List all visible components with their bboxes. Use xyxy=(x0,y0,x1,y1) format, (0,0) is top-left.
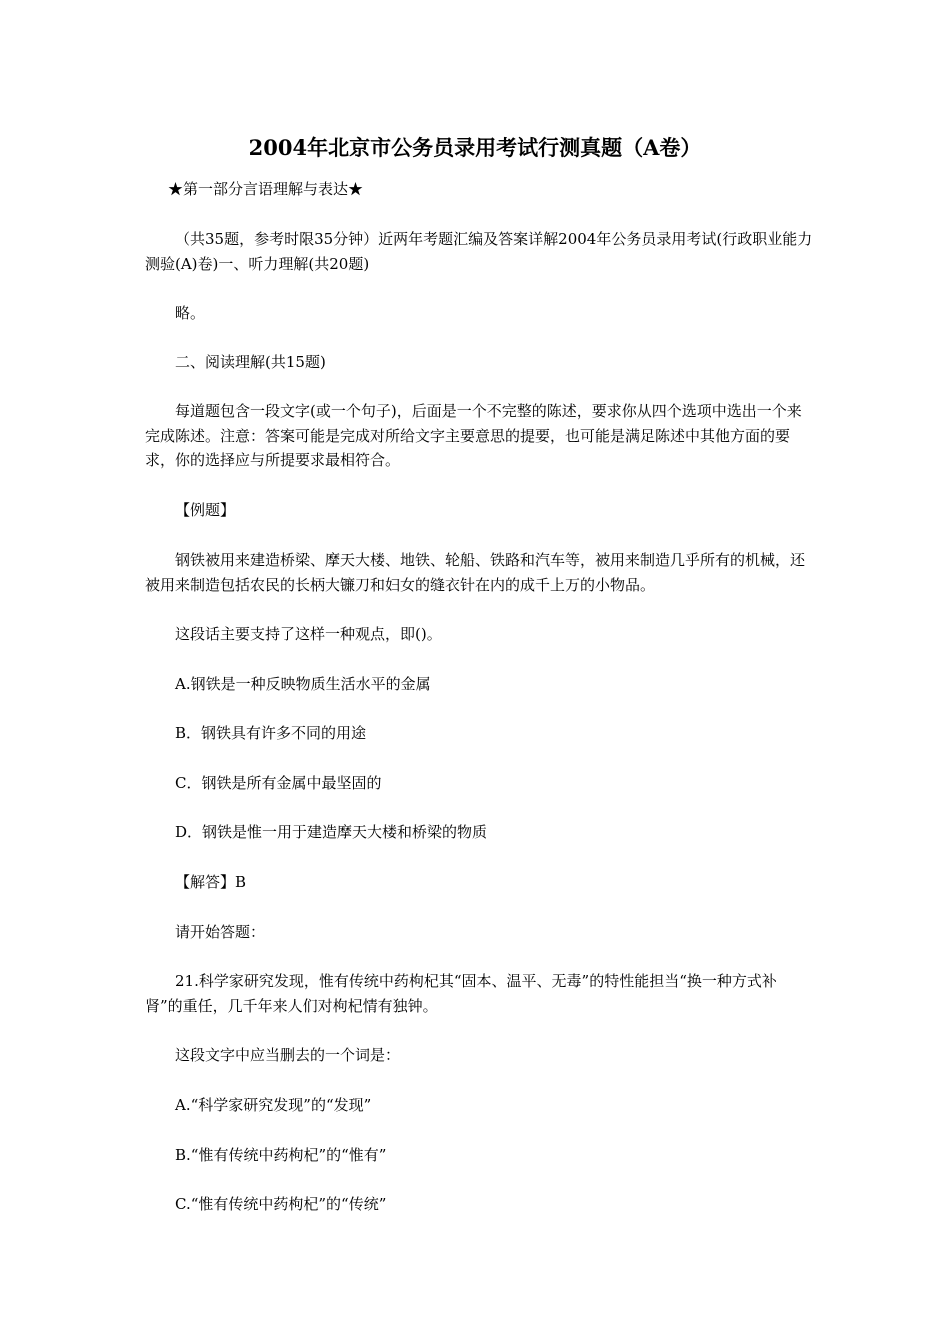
question-21-passage: 21.科学家研究发现，惟有传统中药枸杞其“固本、温平、无毒”的特性能担当“换一种方式补肾”的重任，几千年来人们对枸杞情有独钟。 xyxy=(145,972,777,1015)
example-option-a: A.钢铁是一种反映物质生活水平的金属 xyxy=(175,675,431,693)
example-heading: 【例题】 xyxy=(175,501,236,519)
example-option-c: C．钢铁是所有金属中最坚固的 xyxy=(175,774,382,792)
question-21-option-a: A.“科学家研究发现”的“发现” xyxy=(175,1096,372,1114)
intro-paragraph: （共35题，参考时限35分钟）近两年考题汇编及答案详解2004年公务员录用考试(行政职业能力测验(A)卷)一、听力理解(共20题) xyxy=(145,230,813,273)
start-prompt: 请开始答题： xyxy=(175,923,266,941)
example-option-d: D．钢铁是惟一用于建造摩天大楼和桥梁的物质 xyxy=(175,823,488,841)
example-question: 这段话主要支持了这样一种观点，即()。 xyxy=(175,625,442,643)
example-option-b: B．钢铁具有许多不同的用途 xyxy=(175,724,367,742)
section-heading: ★第一部分言语理解与表达★ xyxy=(168,180,364,198)
instructions-paragraph: 每道题包含一段文字(或一个句子)，后面是一个不完整的陈述，要求你从四个选项中选出一个来完成陈述。注意：答案可能是完成对所给文字主要意思的提要，也可能是满足陈述中其他方面的要求，你的选择应与所提要求最相符合。 xyxy=(145,402,802,469)
question-21-prompt: 这段文字中应当删去的一个词是： xyxy=(175,1046,401,1064)
document-title: 2004年北京市公务员录用考试行测真题（A卷） xyxy=(248,135,702,160)
omitted-note: 略。 xyxy=(175,304,206,322)
question-21-option-b: B.“惟有传统中药枸杞”的“惟有” xyxy=(175,1146,387,1164)
example-passage: 钢铁被用来建造桥梁、摩天大楼、地铁、轮船、铁路和汽车等，被用来制造几乎所有的机械，还被用来制造包括农民的长柄大镰刀和妇女的缝衣针在内的成千上万的小物品。 xyxy=(145,551,806,594)
part-two-heading: 二、阅读理解(共15题) xyxy=(175,353,326,371)
question-21-option-c: C.“惟有传统中药枸杞”的“传统” xyxy=(175,1195,387,1213)
example-answer: 【解答】B xyxy=(175,873,247,891)
